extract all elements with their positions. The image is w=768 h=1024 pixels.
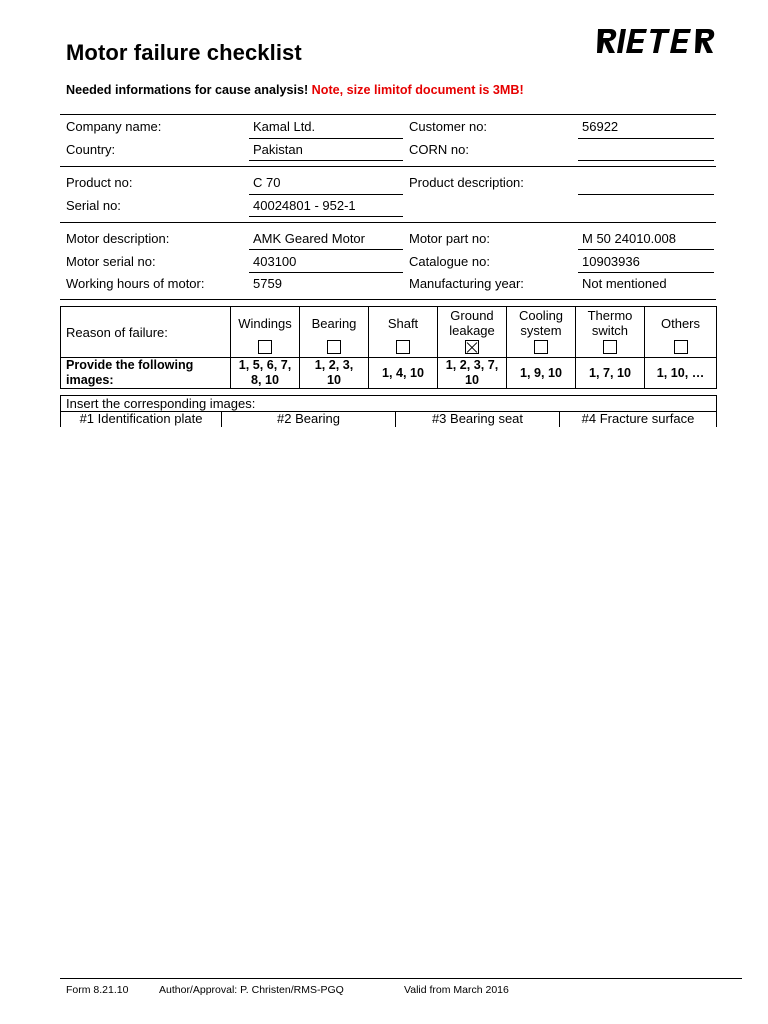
serial-no-label: Serial no: (66, 198, 121, 213)
separator (60, 114, 716, 115)
serial-no-underline (249, 216, 403, 217)
footer-author: Author/Approval: P. Christen/RMS-PGQ (159, 984, 344, 996)
catalogue-no-label: Catalogue no: (409, 254, 490, 269)
ground-leakage-checkbox[interactable] (465, 340, 479, 354)
separator (60, 222, 716, 223)
windings-images: 1, 5, 6, 7, 8, 10 (231, 358, 300, 389)
cooling-system-images: 1, 9, 10 (507, 358, 576, 389)
image-slot-identification-plate[interactable]: #1 Identification plate (61, 412, 222, 428)
reason-of-failure-label: Reason of failure: (61, 307, 231, 358)
footer-valid-from: Valid from March 2016 (404, 984, 509, 996)
motor-part-no-value[interactable]: M 50 24010.008 (582, 231, 676, 246)
manufacturing-year-value[interactable]: Not mentioned (582, 276, 667, 291)
image-slot-bearing[interactable]: #2 Bearing (222, 412, 396, 428)
motor-part-no-label: Motor part no: (409, 231, 490, 246)
separator (60, 166, 716, 167)
customer-no-underline (578, 138, 714, 139)
corn-no-label: CORN no: (409, 142, 469, 157)
failure-option-ground-leakage (438, 307, 507, 358)
failure-option-bearing (300, 307, 369, 358)
catalogue-no-value[interactable]: 10903936 (582, 254, 640, 269)
customer-no-value[interactable]: 56922 (582, 119, 619, 134)
motor-serial-label: Motor serial no: (66, 254, 156, 269)
ground-leakage-images: 1, 2, 3, 7, 10 (438, 358, 507, 389)
country-value[interactable]: Pakistan (253, 142, 303, 157)
analysis-note (66, 83, 524, 97)
bearing-checkbox[interactable] (327, 340, 341, 354)
serial-no-value[interactable]: 40024801 - 952-1 (253, 198, 356, 213)
shaft-checkbox[interactable] (396, 340, 410, 354)
windings-checkbox[interactable] (258, 340, 272, 354)
product-description-underline (578, 194, 714, 195)
customer-no-label: Customer no: (409, 119, 488, 134)
failure-option-cooling-system (507, 307, 576, 358)
motor-serial-underline (249, 272, 403, 273)
company-name-value[interactable]: Kamal Ltd. (253, 119, 316, 134)
failure-option-shaft (369, 307, 438, 358)
working-hours-value[interactable]: 5759 (253, 276, 282, 291)
note-main: Needed informations for cause analysis! (66, 83, 312, 97)
images-heading: Insert the corresponding images: (61, 396, 717, 412)
failure-option-thermo-switch (576, 307, 645, 358)
others-checkbox[interactable] (674, 340, 688, 354)
note-size-limit: Note, size limitof document is 3MB! (311, 83, 524, 97)
option-label: Cooling system (518, 308, 564, 338)
option-label: Thermo switch (587, 308, 633, 338)
product-no-underline (249, 194, 403, 195)
images-table (60, 395, 717, 427)
catalogue-no-underline (578, 272, 714, 273)
motor-description-underline (249, 249, 403, 250)
separator (60, 299, 716, 300)
others-images: 1, 10, … (645, 358, 717, 389)
thermo-switch-checkbox[interactable] (603, 340, 617, 354)
cooling-system-checkbox[interactable] (534, 340, 548, 354)
provide-images-label: Provide the following images: (61, 358, 231, 389)
footer-divider (60, 978, 742, 979)
motor-serial-value[interactable]: 403100 (253, 254, 297, 269)
option-label: Shaft (387, 315, 419, 331)
product-no-label: Product no: (66, 175, 133, 190)
shaft-images: 1, 4, 10 (369, 358, 438, 389)
product-description-label: Product description: (409, 175, 524, 190)
page-title: Motor failure checklist (66, 40, 302, 65)
failure-option-others (645, 307, 717, 358)
failure-option-windings (231, 307, 300, 358)
motor-part-no-underline (578, 249, 714, 250)
option-label: Ground leakage (449, 308, 495, 338)
company-name-underline (249, 138, 403, 139)
option-label: Others (660, 315, 700, 331)
bearing-images: 1, 2, 3, 10 (300, 358, 369, 389)
image-slot-bearing-seat[interactable]: #3 Bearing seat (396, 412, 560, 428)
thermo-switch-images: 1, 7, 10 (576, 358, 645, 389)
manufacturing-year-label: Manufacturing year: (409, 276, 524, 291)
footer-form-number: Form 8.21.10 (66, 984, 129, 996)
option-label: Windings (238, 315, 292, 331)
failure-reason-table (60, 306, 717, 389)
country-label: Country: (66, 142, 116, 157)
motor-description-value[interactable]: AMK Geared Motor (253, 231, 365, 246)
option-label: Bearing (311, 315, 357, 331)
company-name-label: Company name: (66, 119, 162, 134)
working-hours-label: Working hours of motor: (66, 276, 205, 291)
country-underline (249, 160, 403, 161)
motor-description-label: Motor description: (66, 231, 170, 246)
image-slot-fracture-surface[interactable]: #4 Fracture surface (560, 412, 717, 428)
rieter-logo (596, 26, 720, 56)
product-no-value[interactable]: C 70 (253, 175, 281, 190)
corn-no-underline (578, 160, 714, 161)
